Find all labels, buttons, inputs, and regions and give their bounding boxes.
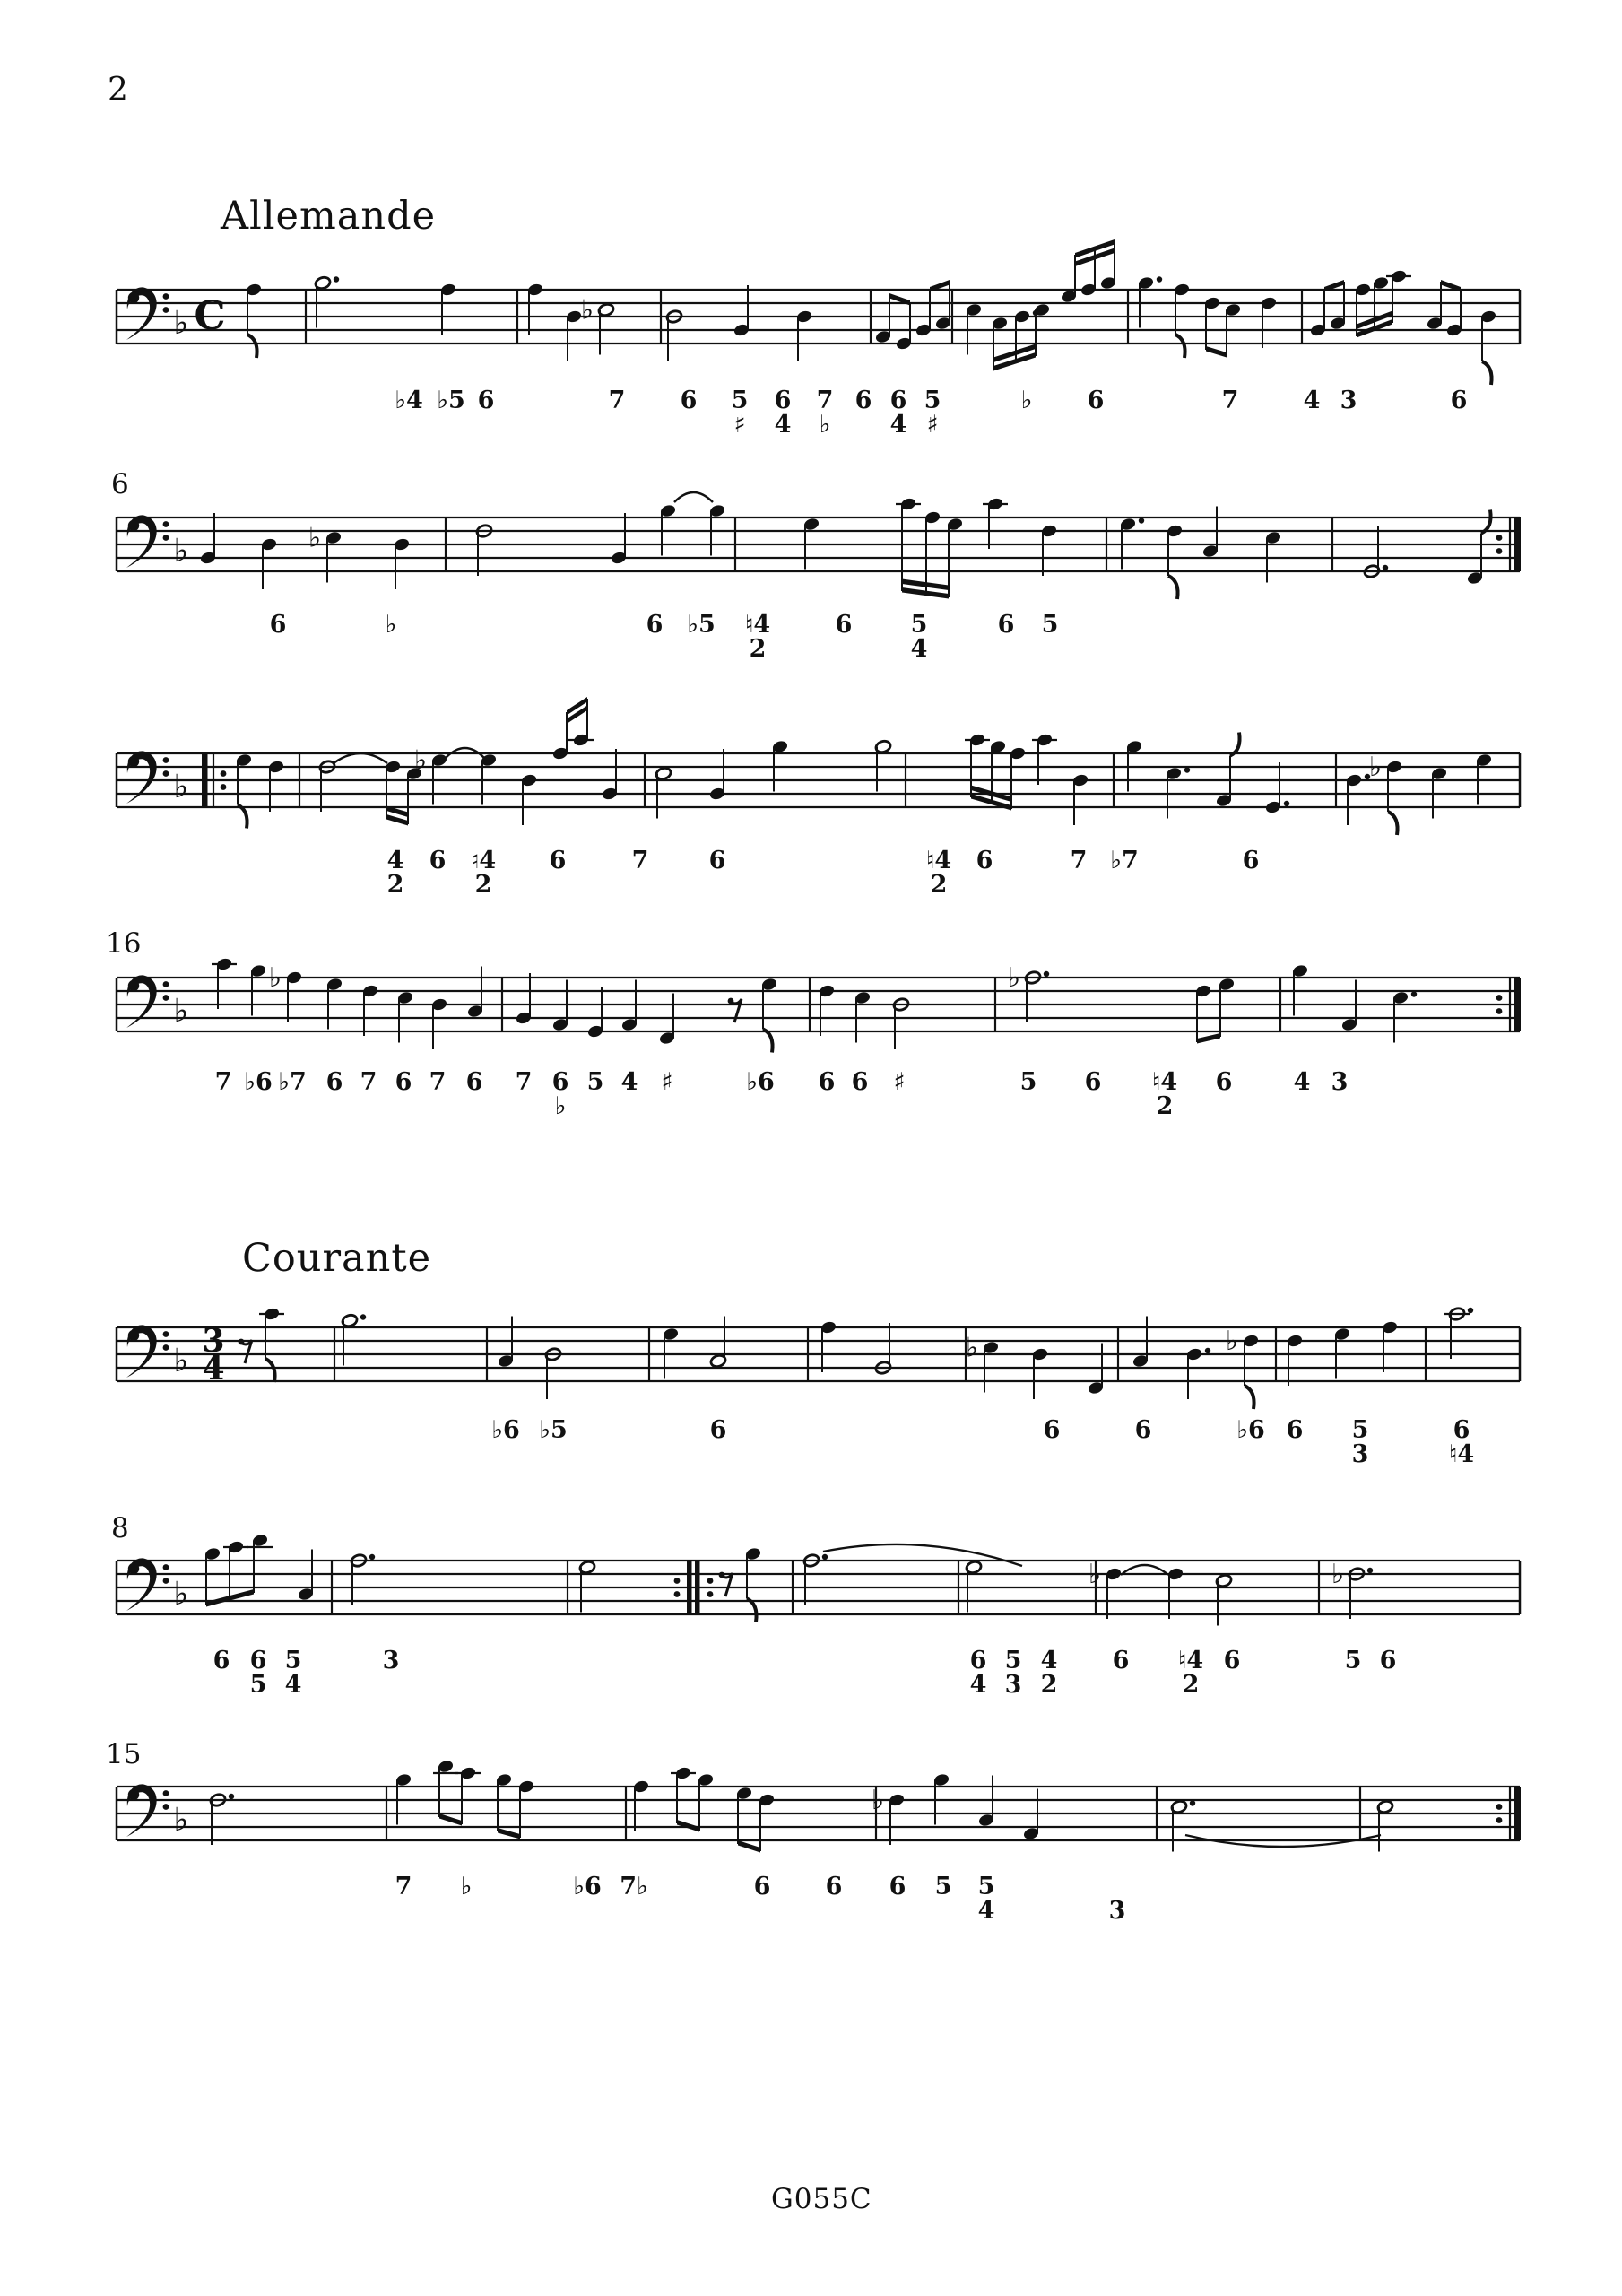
bass-figure: ♭6 (244, 1068, 273, 1096)
bass-figure: ♭ (460, 1873, 473, 1900)
staff-system (117, 492, 1521, 663)
staff-system (117, 239, 1520, 439)
bass-figure: ♭7 (278, 1068, 307, 1096)
bass-figure: ♭4 (395, 387, 423, 414)
glyph: ♭ (1225, 1326, 1239, 1357)
glyph: ♭ (413, 744, 428, 777)
glyph: ♭ (173, 1343, 189, 1379)
bass-figure-sub: 2 (930, 871, 948, 899)
bass-figure: 6 (969, 1647, 987, 1674)
bass-figure: 6 (889, 1873, 906, 1900)
bass-figure: 4 (386, 847, 404, 874)
bass-figure: 7 (360, 1068, 377, 1096)
bass-figure: 6 (646, 611, 664, 639)
bass-figure: 6 (889, 387, 907, 414)
glyph: ♭ (173, 993, 189, 1030)
bass-figure: ♮4 (1177, 1647, 1204, 1674)
bass-figure: 3 (1340, 387, 1357, 414)
bass-figure: 6 (429, 847, 447, 874)
bass-figure: 5 (934, 1873, 952, 1900)
bass-figure: 6 (1087, 387, 1105, 414)
bass-figure: 6 (213, 1647, 230, 1674)
staff-system (117, 1533, 1520, 1699)
staff-system (117, 697, 1520, 899)
bass-figure: 5 (1019, 1068, 1037, 1096)
bass-figure-sub: 2 (749, 635, 767, 663)
bass-figure: 5 (284, 1647, 302, 1674)
bass-figure: 6 (1112, 1647, 1130, 1674)
bass-figure: 4 (620, 1068, 638, 1096)
bass-figure-sub: ♭ (819, 411, 831, 439)
bass-figure-sub: 2 (1040, 1671, 1058, 1699)
bass-figure: 6 (325, 1068, 343, 1096)
bass-figure: ♯ (893, 1068, 906, 1096)
bass-figure-sub: 4 (969, 1671, 987, 1699)
glyph: ♭ (173, 305, 189, 342)
bass-figure: 6 (835, 611, 853, 639)
bass-figure: ♭ (1020, 387, 1033, 414)
bass-figure: 5 (1004, 1647, 1022, 1674)
bass-figure: 6 (1453, 1416, 1470, 1444)
bass-figure: 6 (1450, 387, 1468, 414)
bass-figure: 5 (731, 387, 749, 414)
bass-figure: 6 (680, 387, 698, 414)
staff-system (117, 957, 1521, 1120)
glyph: ♭ (1368, 752, 1383, 783)
bass-figure: 6 (709, 1416, 727, 1444)
bass-figure-sub: ♭ (554, 1092, 567, 1120)
page-number: 2 (108, 72, 128, 109)
bass-figure: 6 (1379, 1647, 1397, 1674)
bass-figure: 6 (976, 847, 993, 874)
bass-figure-sub: 2 (474, 871, 492, 899)
glyph: ♭ (173, 769, 189, 805)
bass-figure: 4 (1293, 1068, 1311, 1096)
glyph: ♭ (308, 522, 322, 554)
bass-figure: 7 (608, 387, 626, 414)
glyph: ♭ (1088, 1559, 1102, 1590)
bass-figure-sub: 4 (774, 411, 792, 439)
bass-figure: 6 (774, 387, 792, 414)
bass-figure-sub: 4 (284, 1671, 302, 1699)
measure-number-16: 16 (106, 927, 142, 960)
glyph: ♭ (965, 1332, 979, 1364)
glyph: C (194, 293, 226, 339)
bass-figure: ♮4 (470, 847, 497, 874)
bass-figure: 6 (818, 1068, 836, 1096)
bass-figure-sub: 2 (1182, 1671, 1200, 1699)
bass-figure: 6 (549, 847, 567, 874)
bass-figure: 6 (1084, 1068, 1102, 1096)
bass-figure: 6 (825, 1873, 843, 1900)
bass-figure: 5 (586, 1068, 604, 1096)
glyph: ♭ (1331, 1559, 1345, 1590)
bass-figure: 6 (551, 1068, 569, 1096)
bass-figure: 5 (1351, 1416, 1369, 1444)
glyph: ♭ (268, 962, 282, 994)
bass-figure: 7 (395, 1873, 412, 1900)
bass-figure-sub: 3 (1108, 1897, 1126, 1925)
bass-figure: 3 (382, 1647, 400, 1674)
bass-figure: ♮4 (1151, 1068, 1178, 1096)
bass-figure: 6 (395, 1068, 412, 1096)
bass-figure: 6 (249, 1647, 267, 1674)
bass-figure-sub: 2 (1156, 1092, 1174, 1120)
glyph: ♭ (173, 1802, 189, 1839)
bass-figure: ♭6 (746, 1068, 775, 1096)
bass-figure: ♭6 (491, 1416, 520, 1444)
bass-figure: 6 (753, 1873, 771, 1900)
bass-figure-sub: ♯ (926, 411, 939, 439)
measure-number-6: 6 (111, 468, 129, 500)
bass-figure: 6 (1215, 1068, 1233, 1096)
bass-figure-sub: 3 (1004, 1671, 1022, 1699)
bass-figure: ♭5 (437, 387, 465, 414)
bass-figure-sub: 4 (910, 635, 928, 663)
catalog-number: G055C (771, 2183, 872, 2215)
bass-figure: 5 (910, 611, 928, 639)
glyph: 4 (202, 1350, 225, 1387)
bass-figure: 6 (477, 387, 495, 414)
bass-figure: 5 (977, 1873, 995, 1900)
bass-figure-sub: 2 (386, 871, 404, 899)
bass-figure-sub: ♮4 (1448, 1440, 1475, 1468)
bass-figure: 6 (851, 1068, 869, 1096)
bass-figure: ♭6 (573, 1873, 602, 1900)
bass-figure: 6 (1134, 1416, 1152, 1444)
bass-figure: 7 (429, 1068, 447, 1096)
bass-figure: ♭6 (1236, 1416, 1265, 1444)
staff-system (117, 1759, 1521, 1925)
bass-figure: 6 (997, 611, 1015, 639)
bass-figure: 7♭ (620, 1873, 648, 1900)
glyph: 3 (202, 1322, 225, 1360)
bass-figure-sub: ♯ (733, 411, 746, 439)
bass-figure: ♭7 (1110, 847, 1139, 874)
glyph: ♭ (871, 1785, 885, 1816)
glyph: ♭ (173, 533, 189, 570)
bass-figure: 7 (1221, 387, 1239, 414)
movement-title-allemande: Allemande (221, 194, 437, 239)
bass-figure: ♭ (385, 611, 397, 639)
bass-figure: ♮4 (925, 847, 952, 874)
bass-figure: 7 (515, 1068, 533, 1096)
bass-figure: 7 (214, 1068, 232, 1096)
bass-figure: ♭5 (687, 611, 716, 639)
bass-figure: 6 (1223, 1647, 1241, 1674)
staff-system (117, 1307, 1520, 1468)
bass-figure: 6 (1043, 1416, 1061, 1444)
bass-figure: 5 (1344, 1647, 1362, 1674)
bass-figure: 7 (631, 847, 649, 874)
bass-figure: 7 (816, 387, 834, 414)
movement-title-courante: Courante (242, 1236, 432, 1281)
bass-figure: 6 (708, 847, 726, 874)
bass-figure: 6 (1242, 847, 1260, 874)
bass-figure: 3 (1331, 1068, 1349, 1096)
bass-figure: 5 (924, 387, 941, 414)
bass-figure: 4 (1040, 1647, 1058, 1674)
bass-figure: 6 (1286, 1416, 1304, 1444)
bass-figure: ♮4 (744, 611, 771, 639)
bass-figure: 6 (465, 1068, 483, 1096)
bass-figure: 5 (1041, 611, 1059, 639)
bass-figure-sub: 4 (889, 411, 907, 439)
bass-figure: 4 (1303, 387, 1321, 414)
glyph: ♭ (580, 294, 594, 326)
bass-figure-sub: 4 (977, 1897, 995, 1925)
measure-number-8: 8 (111, 1512, 129, 1544)
bass-figure: ♯ (661, 1068, 673, 1096)
bass-figure: 6 (854, 387, 872, 414)
measure-number-15: 15 (106, 1738, 142, 1770)
glyph: ♭ (173, 1576, 189, 1613)
bass-figure-sub: 5 (249, 1671, 267, 1699)
bass-figure: ♭5 (539, 1416, 568, 1444)
bass-figure-sub: 3 (1351, 1440, 1369, 1468)
bass-figure: 6 (269, 611, 287, 639)
bass-figure: 7 (1070, 847, 1088, 874)
glyph: ♭ (1007, 962, 1021, 994)
